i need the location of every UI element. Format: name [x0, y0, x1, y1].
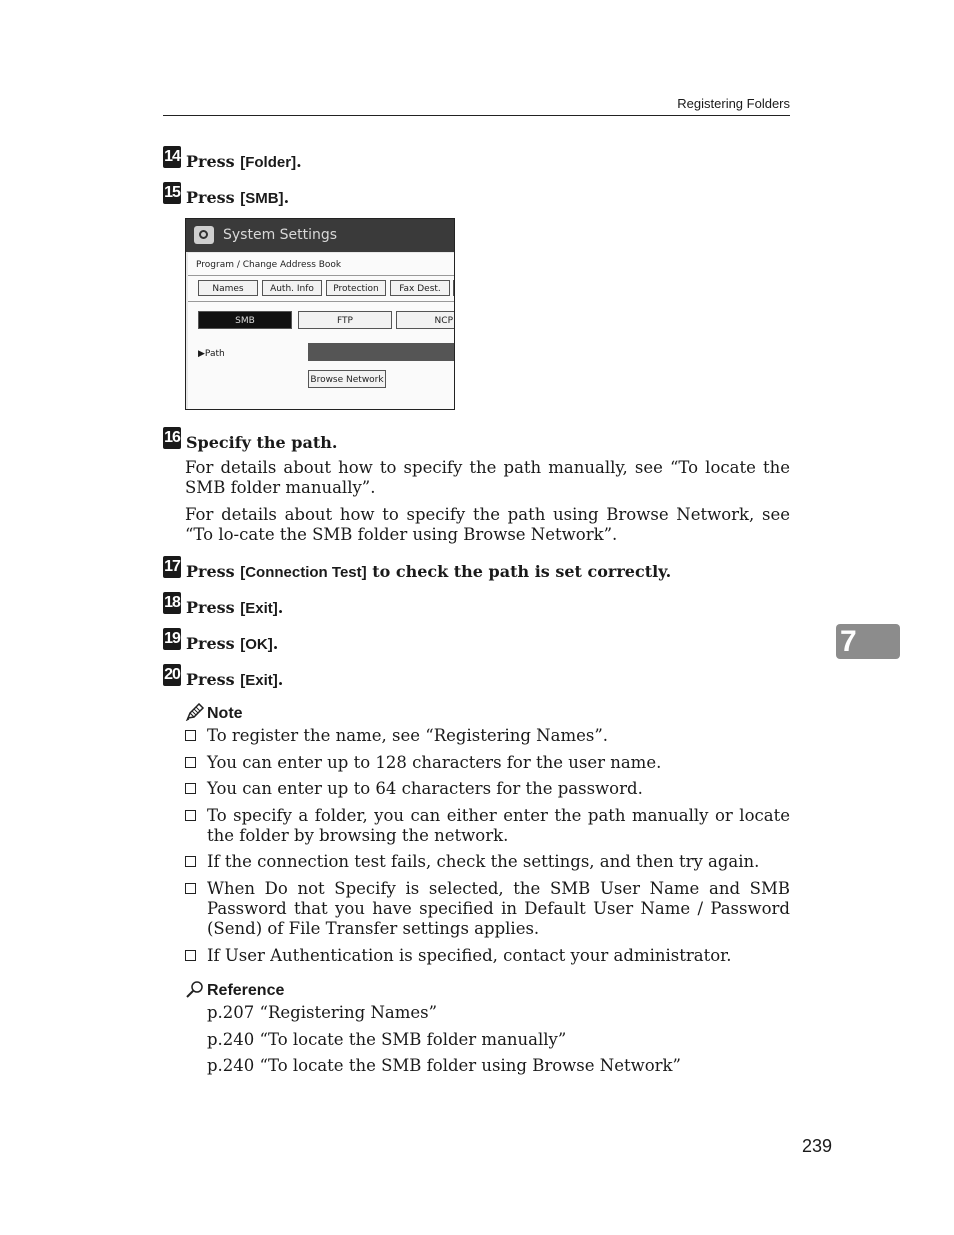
pencil-icon: [185, 703, 205, 721]
screen-title: System Settings: [223, 227, 338, 243]
key-label: [Exit]: [240, 600, 278, 617]
note-item: If User Authentication is specified, contact your administrator.: [185, 946, 790, 966]
step-instruction: Press [SMB].: [186, 188, 290, 207]
step-detail-paragraph: For details about how to specify the path using Browse Network, see “To lo-cate the SMB folder using Browse Network”.: [185, 505, 790, 544]
system-settings-screenshot: [185, 218, 455, 410]
tab-more[interactable]: [453, 280, 455, 296]
step-instruction: Press [Exit].: [186, 670, 284, 689]
key-label: [OK]: [240, 636, 273, 653]
screen-title-bar: [186, 219, 455, 252]
tab-fax-dest[interactable]: Fax Dest.: [390, 280, 450, 296]
checkbox-icon: [185, 810, 196, 821]
step-number: 18: [163, 592, 181, 614]
reference-link[interactable]: p.207 “Registering Names”: [207, 1003, 438, 1022]
checkbox-icon: [185, 783, 196, 794]
divider: [188, 301, 455, 302]
note-item: You can enter up to 128 characters for the user name.: [185, 753, 790, 773]
note-item: To register the name, see “Registering Names”.: [185, 726, 790, 746]
settings-icon: [194, 226, 214, 244]
note-item: If the connection test fails, check the settings, and then try again.: [185, 852, 790, 872]
step-instruction: Specify the path.: [186, 433, 338, 452]
divider: [188, 275, 455, 276]
step-number: 14: [163, 146, 181, 168]
note-item: To specify a folder, you can either enter the path manually or locate the folder by browsing the network.: [185, 806, 790, 846]
path-field[interactable]: [308, 343, 455, 361]
step-number: 17: [163, 556, 181, 578]
key-label: [SMB]: [240, 190, 284, 207]
key-label: [Exit]: [240, 672, 278, 689]
step-number: 19: [163, 628, 181, 650]
screen-body: [188, 253, 455, 409]
step-detail-paragraph: For details about how to specify the path manually, see “To locate the SMB folder manually”.: [185, 458, 790, 497]
step-instruction: Press [Connection Test] to check the path is set correctly.: [186, 562, 672, 581]
key-label: [Folder]: [240, 154, 297, 171]
browse-network-button[interactable]: Browse Network: [308, 370, 386, 388]
tab-auth-info[interactable]: Auth. Info: [262, 280, 322, 296]
checkbox-icon: [185, 950, 196, 961]
protocol-smb-button[interactable]: SMB: [198, 311, 292, 329]
step-number: 15: [163, 182, 181, 204]
protocol-ftp-button[interactable]: FTP: [298, 311, 392, 329]
checkbox-icon: [185, 730, 196, 741]
magnifier-icon: [185, 980, 205, 998]
running-header: [163, 96, 790, 116]
checkbox-icon: [185, 856, 196, 867]
reference-link[interactable]: p.240 “To locate the SMB folder using Browse Network”: [207, 1056, 681, 1075]
step-instruction: Press [Folder].: [186, 152, 302, 171]
key-label: [Connection Test]: [240, 564, 367, 581]
step-number: 20: [163, 664, 181, 686]
chapter-tab: 7: [836, 624, 900, 659]
note-item: You can enter up to 64 characters for the password.: [185, 779, 790, 799]
note-item: When Do not Specify is selected, the SMB User Name and SMB Password that you have specified in Default User Name / Password (Send) of File Transfer settings applies.: [185, 879, 790, 939]
step-instruction: Press [OK].: [186, 634, 279, 653]
checkbox-icon: [185, 883, 196, 894]
step-instruction: Press [Exit].: [186, 598, 284, 617]
path-label: ▶Path: [198, 349, 225, 359]
step-number: 16: [163, 427, 181, 449]
tab-protection[interactable]: Protection: [326, 280, 386, 296]
tab-names[interactable]: Names: [198, 280, 258, 296]
note-heading: Note: [185, 703, 243, 723]
reference-link[interactable]: p.240 “To locate the SMB folder manually”: [207, 1030, 567, 1049]
page-number: 239: [802, 1136, 833, 1156]
section-title: Registering Folders: [677, 96, 790, 111]
breadcrumb: Program / Change Address Book: [196, 260, 342, 270]
protocol-ncp-button[interactable]: NCP: [396, 311, 455, 329]
checkbox-icon: [185, 757, 196, 768]
reference-heading: Reference: [185, 980, 284, 1000]
